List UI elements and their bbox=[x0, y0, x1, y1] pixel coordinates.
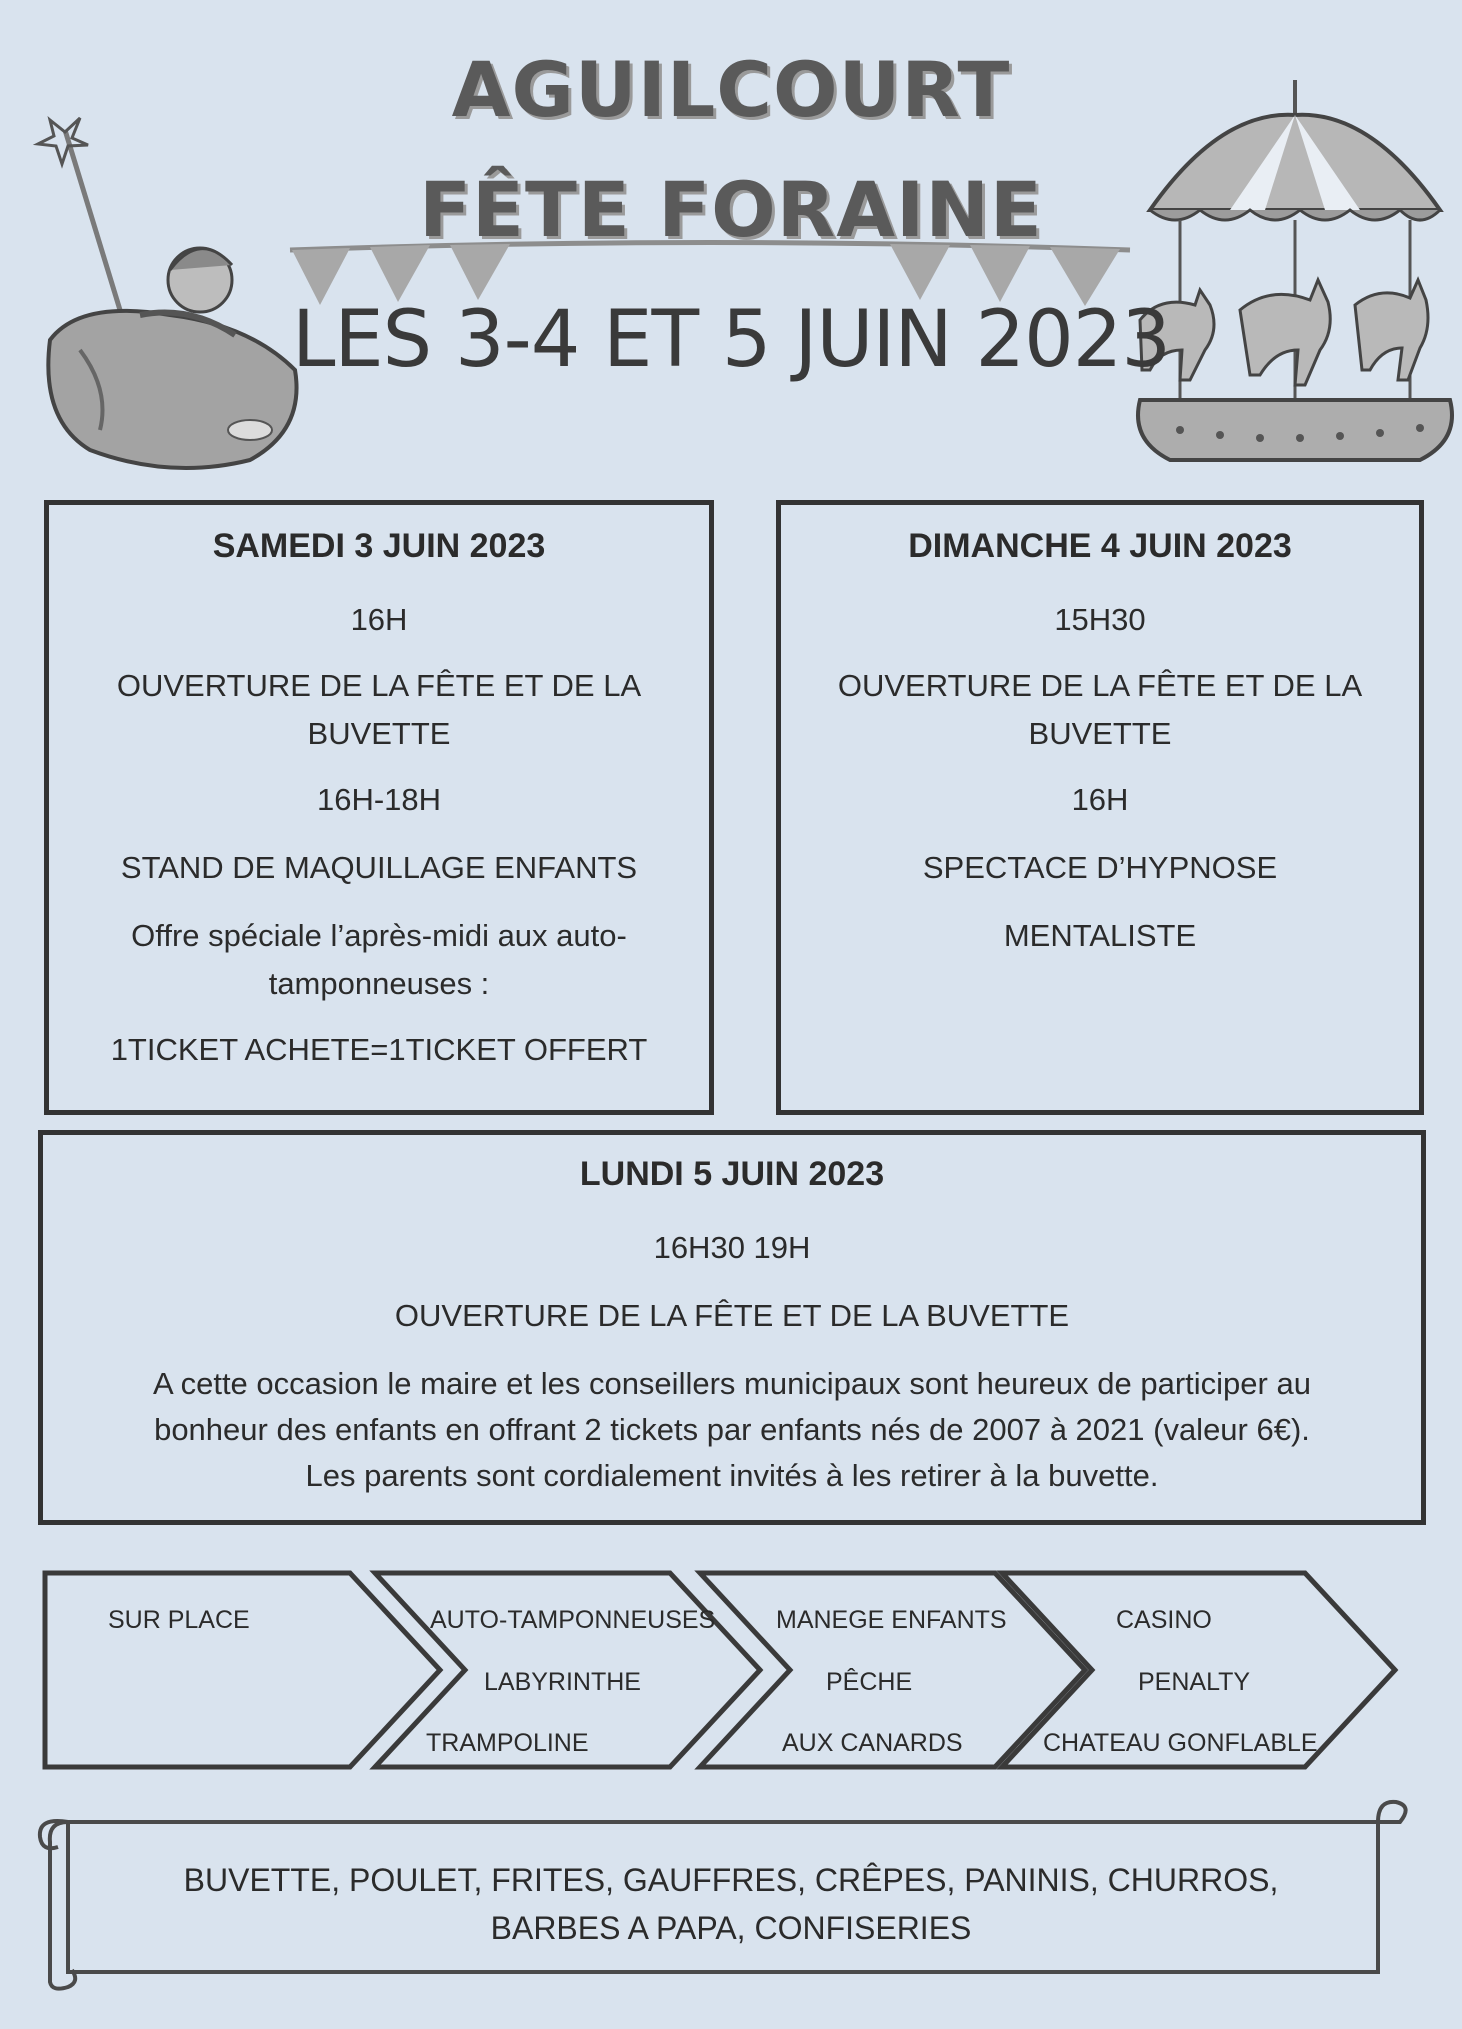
monday-event: OUVERTURE DE LA FÊTE ET DE LA BUVETTE bbox=[394, 1298, 1070, 1333]
monday-time: 16H30 19H bbox=[653, 1230, 811, 1265]
saturday-time-1: 16H bbox=[350, 602, 408, 637]
saturday-event-2: STAND DE MAQUILLAGE ENFANTS bbox=[120, 850, 638, 885]
saturday-event-1a: OUVERTURE DE LA FÊTE ET DE LA bbox=[116, 668, 642, 703]
carousel-illustration bbox=[1120, 80, 1460, 480]
attraction-duck-fishing-a: PÊCHE bbox=[826, 1668, 913, 1696]
food-line-2: BARBES A PAPA, CONFISERIES bbox=[490, 1910, 972, 1946]
saturday-offer-a: Offre spéciale l’après-midi aux auto- bbox=[131, 918, 627, 953]
sunday-title: DIMANCHE 4 JUIN 2023 bbox=[908, 527, 1292, 565]
attraction-trampoline: TRAMPOLINE bbox=[426, 1729, 589, 1757]
saturday-time-2: 16H-18H bbox=[316, 782, 442, 817]
town-title: AGUILCOURT bbox=[451, 45, 1011, 134]
event-title: FÊTE FORAINE bbox=[419, 165, 1043, 254]
bumper-car-illustration bbox=[20, 100, 310, 480]
attraction-bouncy-castle: CHATEAU GONFLABLE bbox=[1043, 1729, 1318, 1757]
sunday-box bbox=[776, 500, 1424, 1115]
monday-text-a: A cette occasion le maire et les conseillers municipaux sont heureux de participer au bbox=[153, 1366, 1311, 1401]
saturday-title: SAMEDI 3 JUIN 2023 bbox=[212, 527, 546, 565]
chevron-1 bbox=[45, 1573, 440, 1767]
attraction-maze: LABYRINTHE bbox=[484, 1668, 641, 1696]
sunday-event-2a: SPECTACE D’HYPNOSE bbox=[922, 850, 1278, 885]
attraction-penalty: PENALTY bbox=[1138, 1668, 1251, 1696]
monday-box bbox=[38, 1130, 1426, 1525]
sunday-time-1: 15H30 bbox=[1054, 602, 1146, 637]
monday-title: LUNDI 5 JUIN 2023 bbox=[579, 1155, 885, 1193]
sunday-event-1a: OUVERTURE DE LA FÊTE ET DE LA bbox=[837, 668, 1363, 703]
attraction-casino: CASINO bbox=[1116, 1606, 1212, 1634]
sunday-time-2: 16H bbox=[1071, 782, 1129, 817]
attraction-kids-carousel: MANEGE ENFANTS bbox=[776, 1606, 1007, 1634]
saturday-event-1b: BUVETTE bbox=[307, 716, 451, 751]
attraction-label: SUR PLACE bbox=[108, 1606, 250, 1634]
food-line-1: BUVETTE, POULET, FRITES, GAUFFRES, CRÊPES, PANINIS, CHURROS, bbox=[183, 1862, 1279, 1898]
sunday-event-1b: BUVETTE bbox=[1028, 716, 1172, 751]
monday-text-b: bonheur des enfants en offrant 2 tickets par enfants nés de 2007 à 2021 (valeur 6€). bbox=[154, 1412, 1310, 1447]
sunday-event-2b: MENTALISTE bbox=[1003, 918, 1197, 953]
saturday-offer-c: 1TICKET ACHETE=1TICKET OFFERT bbox=[110, 1032, 648, 1067]
attraction-bumper-cars: AUTO-TAMPONNEUSES bbox=[430, 1606, 716, 1634]
saturday-box bbox=[44, 500, 714, 1115]
saturday-offer-b: tamponneuses : bbox=[268, 966, 490, 1001]
event-dates: LES 3-4 ET 5 JUIN 2023 bbox=[291, 295, 1171, 385]
attraction-duck-fishing-b: AUX CANARDS bbox=[782, 1729, 963, 1757]
monday-text-c: Les parents sont cordialement invités à les retirer à la buvette. bbox=[305, 1458, 1159, 1493]
